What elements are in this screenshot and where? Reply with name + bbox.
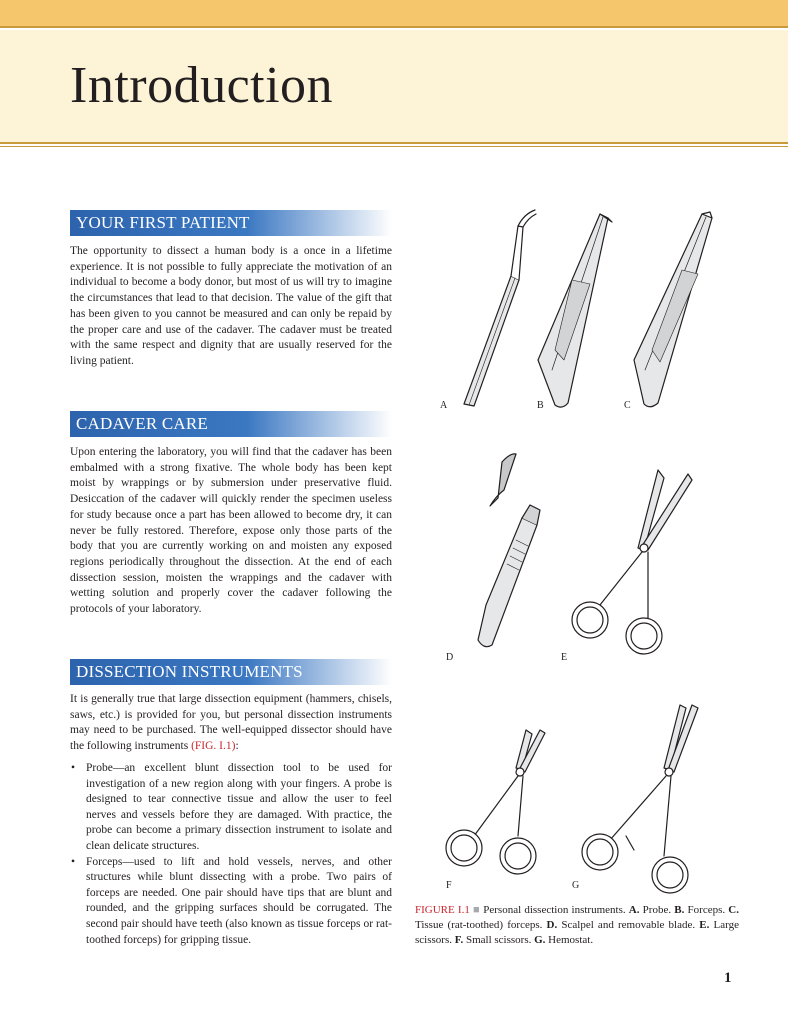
probe-icon: [464, 210, 536, 406]
instruments-intro-text: It is generally true that large dissection equipment (hammers, chisels, saws, etc.) is provided for you, but personal dissection instruments may need to be purchased. The well-equipped dissector should have the following instruments: [70, 693, 392, 753]
figure-label-d: D: [446, 652, 454, 663]
figure-label-f: F: [446, 880, 452, 891]
figure-label-b: B: [537, 400, 544, 411]
top-accent-bar: [0, 0, 788, 26]
caption-separator: ■: [473, 904, 481, 916]
bullet-dot: •: [71, 855, 76, 868]
caption-text-a: Probe.: [639, 904, 675, 916]
figure-label-c: C: [624, 400, 631, 411]
large-scissors-icon: [572, 470, 692, 654]
caption-intro: Personal dissection instruments.: [480, 904, 629, 916]
caption-letter-f: F.: [454, 934, 464, 946]
list-item: [70, 855, 392, 949]
caption-text-d: Scalpel and removable blade.: [557, 919, 700, 931]
caption-letter-a: A.: [628, 904, 640, 916]
caption-text-c: Tissue (rat-toothed) forceps.: [415, 919, 547, 931]
figure-label-g: G: [572, 880, 580, 891]
figure-instruments: [412, 200, 752, 900]
instruments-illustration: [412, 200, 752, 900]
caption-letter-g: G.: [534, 934, 546, 946]
section-heading-dissection-instruments: DISSECTION INSTRUMENTS: [70, 659, 392, 685]
section-heading-first-patient: YOUR FIRST PATIENT: [70, 210, 392, 236]
figure-label-e: E: [561, 652, 568, 663]
instruments-intro-end: :: [235, 740, 239, 753]
forceps-icon: [538, 214, 612, 407]
list-item-text: Forceps—used to lift and hold vessels, nerves, and other structures while blunt dissecting with a probe. Two pairs of forceps are needed. One pair should have tips that are blunt and rounded, and the gripping surfaces should be corrugated. The second pair should have teeth (also known as tissue forceps or rat-toothed forceps) for gripping tissue.: [86, 855, 392, 946]
caption-text-e: Large scissors.: [415, 919, 739, 946]
figure-reference-link[interactable]: (FIG. I.1): [191, 740, 236, 753]
list-item-text: Probe—an excellent blunt dissection tool to be used for investigation of a new region along with your fingers. A probe is designed to tear connective tissue and allow the user to feel nerves and vessels before they are damaged. With practice, the probe can become a primary dissection instrument to isolate and clean delicate structures.: [86, 762, 392, 852]
page-number: 1: [724, 970, 732, 986]
caption-letter-b: B.: [674, 904, 685, 916]
chapter-title: Introduction: [70, 57, 334, 114]
bullet-dot: •: [71, 762, 76, 774]
cadaver-care-paragraph: Upon entering the laboratory, you will find that the cadaver has been embalmed with a strong fixative. The whole body has been kept moist by wrappings or by submersion under preservative fluid. Desiccation of the cadaver will quickly render the specimen useless for study because once a part has been allowed to become dry, it can never be fully restored. Therefore, expose only those parts of the body that you are currently working on and moisten any exposed regions periodically throughout the dissection. At the end of each dissection session, moisten the wrappings and the cadaver with wetting solution and properly cover the cadaver following the protocols of your laboratory.: [70, 446, 392, 616]
caption-letter-c: C.: [728, 904, 739, 916]
caption-text-f: Small scissors.: [463, 934, 535, 946]
list-item: [70, 761, 392, 855]
small-scissors-icon: [446, 730, 545, 874]
scalpel-icon: [478, 454, 540, 647]
instrument-list: [70, 761, 392, 948]
figure-caption-label: FIGURE I.1: [415, 904, 470, 916]
section-heading-cadaver-care: CADAVER CARE: [70, 411, 392, 437]
instruments-intro-paragraph: [70, 692, 392, 755]
caption-letter-d: D.: [546, 919, 558, 931]
top-rule: [0, 26, 788, 28]
caption-text-g: Hemostat.: [545, 934, 594, 946]
caption-text-b: Forceps.: [684, 904, 729, 916]
figure-caption: [415, 903, 739, 948]
header-rule-thin: [0, 146, 788, 147]
caption-letter-e: E.: [699, 919, 710, 931]
tissue-forceps-icon: [634, 212, 712, 407]
header-rule: [0, 142, 788, 144]
figure-label-a: A: [440, 400, 448, 411]
hemostat-icon: [582, 705, 698, 893]
first-patient-paragraph: The opportunity to dissect a human body is a once in a lifetime experience. It is not possible to fully appreciate the motivation of an individual to become a body donor, but most of us will try to imagine the circumstances that lead to that decision. The value of the gift that has been given to you cannot be measured and can only be repaid by the proper care and use of the cadaver. The cadaver must be treated with the same respect and dignity that are usually reserved for the living patient.: [70, 245, 392, 367]
